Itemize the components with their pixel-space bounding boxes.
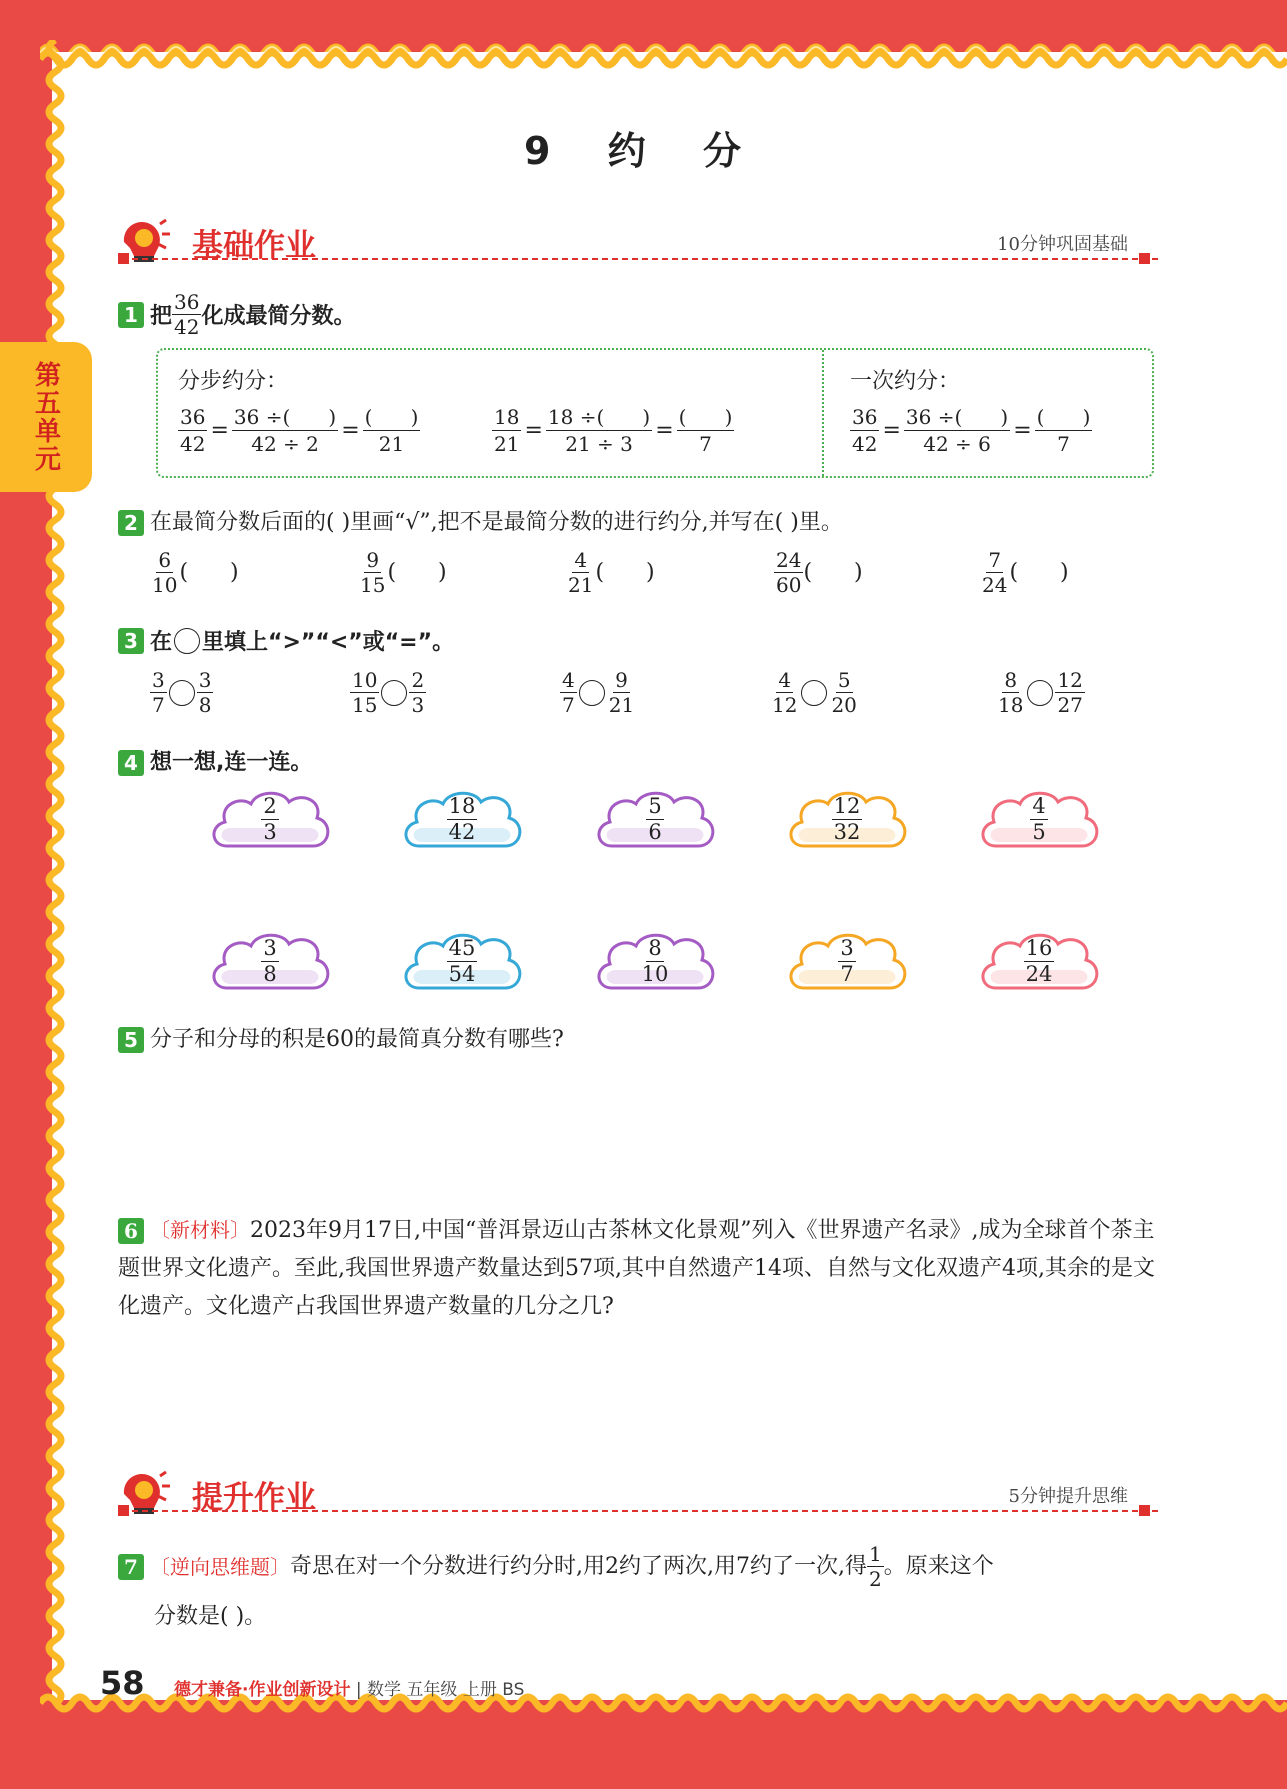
frac-denominator: 18 <box>998 693 1024 717</box>
section-divider <box>122 1510 1158 1512</box>
fraction <box>774 548 803 597</box>
frac-numerator: 6 <box>158 548 172 572</box>
answer-blank[interactable]: ( ) <box>1009 560 1069 585</box>
frac-denominator: 24 <box>982 573 1008 597</box>
fraction <box>850 404 879 457</box>
section-header-basic <box>118 214 1158 274</box>
fraction-cloud[interactable] <box>974 928 1104 1002</box>
question-number: 7 <box>118 1554 144 1580</box>
question-6-text: 2023年9月17日,中国“普洱景迈山古茶林文化景观”列入《世界遗产名录》,成为全球首个茶主题世界文化遗产。至此,我国世界遗产数量达到57项,其中自然遗产14项、自然与文化双遗产4项,其余的是文化遗产。文化遗产占我国世界遗产数量的几分之几? <box>118 1218 1155 1319</box>
question-number: 2 <box>118 510 144 536</box>
fraction <box>590 794 720 845</box>
frac-numerator: 24 <box>776 548 802 572</box>
frac-numerator: 9 <box>615 668 628 692</box>
fraction <box>150 548 179 597</box>
compare-circle <box>174 628 200 654</box>
fraction <box>178 404 207 457</box>
unit-side-tab-label: 第五单元 <box>30 361 61 473</box>
frac-denominator: 3 <box>411 693 425 717</box>
frac-denominator: 15 <box>352 693 378 717</box>
equals-sign: = <box>1013 418 1032 443</box>
fraction <box>607 668 636 717</box>
frac-denominator: 60 <box>776 573 802 597</box>
page-number: 58 <box>100 1664 145 1702</box>
fraction-cloud[interactable] <box>397 928 527 1002</box>
reduction-work-box <box>156 348 1154 478</box>
page-title: 9 约 分 <box>524 129 763 173</box>
section-label: 基础作业 <box>192 228 316 264</box>
book-brand: 德才兼备·作业创新设计 <box>174 1680 351 1700</box>
compare-circle[interactable] <box>381 680 407 706</box>
fraction <box>205 936 335 987</box>
fraction <box>350 668 379 717</box>
divider-end-left <box>118 253 129 264</box>
fraction <box>904 404 1010 457</box>
frac-denominator: 12 <box>772 693 798 717</box>
divider-end-right <box>1139 253 1150 264</box>
equals-sign: = <box>210 418 229 443</box>
fraction <box>197 668 214 717</box>
fraction-item <box>566 548 655 597</box>
question-5 <box>118 1022 564 1053</box>
frac-numerator: 36 <box>852 405 878 429</box>
frac-numerator: 4 <box>562 668 575 692</box>
frac-numerator: 18 <box>494 405 520 429</box>
question-3-items <box>150 668 1150 728</box>
equation-one-step <box>850 404 1092 457</box>
question-5-text: 分子和分母的积是60的最简真分数有哪些? <box>150 1027 564 1052</box>
compare-circle[interactable] <box>1027 680 1053 706</box>
equals-sign: = <box>524 418 543 443</box>
frac-denominator: 7 <box>699 432 712 456</box>
frac-numerator: 12 <box>1057 668 1083 692</box>
fraction <box>590 936 720 987</box>
frac-numerator: 2 <box>261 794 278 820</box>
frac-numerator: 36 <box>174 290 200 314</box>
fraction-cloud[interactable] <box>205 786 335 860</box>
fraction <box>205 794 335 845</box>
question-1-suffix: 化成最简分数。 <box>201 304 356 329</box>
answer-blank[interactable]: ( ) <box>678 405 733 429</box>
frac-numerator: 5 <box>646 794 663 820</box>
new-material-tag: 〔新材料〕 <box>150 1218 250 1242</box>
frac-denominator: 6 <box>648 820 662 845</box>
unit-side-tab <box>0 342 92 492</box>
answer-blank[interactable]: ( ) <box>595 560 655 585</box>
fraction-cloud[interactable] <box>782 786 912 860</box>
fraction <box>1055 668 1084 717</box>
fraction <box>363 404 421 457</box>
comparison-item <box>560 668 636 717</box>
section-subtitle: 10分钟巩固基础 <box>997 234 1128 255</box>
fraction <box>397 936 527 987</box>
frac-numerator[interactable]: 18 ÷( ) <box>547 405 651 429</box>
frac-denominator: 7 <box>152 693 165 717</box>
frac-numerator: 36 <box>180 405 206 429</box>
section-divider <box>122 258 1158 260</box>
box-divider <box>822 350 824 476</box>
fraction <box>1035 404 1093 457</box>
fraction-cloud[interactable] <box>397 786 527 860</box>
section-subtitle: 5分钟提升思维 <box>1008 1486 1128 1507</box>
question-number: 3 <box>118 628 144 654</box>
comparison-item <box>350 668 426 717</box>
question-7-answer-line[interactable]: 分数是( )。 <box>154 1604 267 1629</box>
frac-denominator: 8 <box>263 962 277 987</box>
frac-denominator: 21 <box>378 432 405 456</box>
frac-denominator: 20 <box>831 693 857 717</box>
fraction-item <box>980 548 1069 597</box>
frac-numerator: 8 <box>646 936 663 962</box>
frac-denominator: 42 ÷ 2 <box>251 432 319 456</box>
fraction <box>677 404 735 457</box>
fraction <box>546 404 652 457</box>
frac-denominator: 42 <box>852 432 878 456</box>
question-number: 1 <box>118 302 144 328</box>
question-7-text-a: 奇思在对一个分数进行约分时,用2约了两次,用7约了一次,得 <box>290 1553 867 1579</box>
frac-denominator: 42 <box>180 432 206 456</box>
question-1-prefix: 把 <box>150 304 173 329</box>
equals-sign: = <box>655 418 674 443</box>
question-7-text-b: 。原来这个 <box>883 1553 994 1579</box>
frac-numerator: 8 <box>1004 668 1018 692</box>
frac-denominator: 54 <box>448 962 476 987</box>
equation-stepwise-1 <box>178 404 420 457</box>
decorative-border-left <box>40 40 70 1710</box>
comparison-item <box>996 668 1085 717</box>
fraction <box>397 794 527 845</box>
frac-denominator: 3 <box>263 820 277 845</box>
frac-denominator: 7 <box>1057 432 1070 456</box>
fraction <box>492 404 521 457</box>
fraction-cloud[interactable] <box>205 928 335 1002</box>
frac-numerator: 4 <box>574 548 588 572</box>
fraction <box>566 548 595 597</box>
question-2-items <box>150 548 1150 608</box>
frac-numerator[interactable]: 36 ÷( ) <box>233 405 337 429</box>
compare-circle[interactable] <box>169 680 195 706</box>
fraction-item <box>150 548 239 597</box>
frac-numerator: 3 <box>838 936 855 962</box>
fraction <box>782 936 912 987</box>
question-3-text-b: 里填上“>”“<”或“=”。 <box>202 630 455 655</box>
footer-info <box>174 1675 524 1700</box>
fraction <box>358 548 387 597</box>
frac-numerator: 7 <box>988 548 1002 572</box>
question-3-text-a: 在 <box>150 630 173 655</box>
question-6 <box>118 1211 1163 1326</box>
fraction <box>974 794 1104 845</box>
frac-numerator: 9 <box>366 548 380 572</box>
question-number: 5 <box>118 1027 144 1053</box>
fraction-cloud[interactable] <box>590 928 720 1002</box>
frac-numerator: 45 <box>447 936 478 962</box>
section-label: 提升作业 <box>192 1480 316 1516</box>
divider-end-left <box>118 1505 129 1516</box>
frac-numerator: 5 <box>837 668 851 692</box>
answer-blank[interactable]: ( ) <box>1036 405 1091 429</box>
question-2 <box>118 505 843 536</box>
decorative-border-top-overlay <box>40 44 1287 74</box>
frac-denominator: 21 <box>494 432 520 456</box>
section-header-advanced <box>118 1466 1158 1526</box>
fraction-cloud[interactable] <box>590 786 720 860</box>
question-number: 4 <box>118 750 144 776</box>
question-number: 6 <box>118 1218 144 1244</box>
frac-denominator: 10 <box>641 962 669 987</box>
frac-numerator: 4 <box>1030 794 1047 820</box>
question-7 <box>118 1542 1163 1591</box>
frac-denominator: 21 ÷ 3 <box>565 432 633 456</box>
one-step-heading: 一次约分： <box>850 369 961 394</box>
question-4 <box>118 745 312 776</box>
frac-denominator: 42 ÷ 6 <box>923 432 991 456</box>
comparison-item <box>150 668 213 717</box>
book-meta: | 数学 五年级 上册 BS <box>355 1680 525 1700</box>
frac-numerator: 16 <box>1024 936 1055 962</box>
fraction-cloud[interactable] <box>974 786 1104 860</box>
frac-numerator: 4 <box>778 668 792 692</box>
frac-numerator: 2 <box>411 668 425 692</box>
frac-denominator: 10 <box>152 573 178 597</box>
equals-sign: = <box>341 418 360 443</box>
answer-blank[interactable]: ( ) <box>179 560 239 585</box>
fraction-item <box>358 548 447 597</box>
frac-denominator: 8 <box>198 693 212 717</box>
question-1 <box>118 290 355 339</box>
comparison-item <box>770 668 859 717</box>
frac-numerator[interactable]: 36 ÷( ) <box>905 405 1009 429</box>
frac-denominator: 2 <box>868 1567 882 1591</box>
compare-circle[interactable] <box>801 680 827 706</box>
frac-denominator: 7 <box>840 962 854 987</box>
frac-denominator: 42 <box>448 820 476 845</box>
question-2-text: 在最简分数后面的( )里画“√”,把不是最简分数的进行约分,并写在( )里。 <box>150 510 843 535</box>
fraction <box>409 668 426 717</box>
frac-denominator: 24 <box>1025 962 1053 987</box>
frac-denominator: 42 <box>174 315 200 339</box>
fraction-cloud[interactable] <box>782 928 912 1002</box>
fraction <box>980 548 1009 597</box>
divider-end-right <box>1139 1505 1150 1516</box>
fraction <box>996 668 1025 717</box>
equation-stepwise-2 <box>492 404 734 457</box>
frac-numerator: 18 <box>447 794 478 820</box>
frac-denominator: 7 <box>562 693 575 717</box>
equals-sign: = <box>882 418 901 443</box>
fraction <box>172 290 201 339</box>
frac-denominator: 21 <box>568 573 594 597</box>
reverse-thinking-tag: 〔逆向思维题〕 <box>150 1554 290 1579</box>
frac-numerator: 12 <box>832 794 863 820</box>
compare-circle[interactable] <box>579 680 605 706</box>
question-3 <box>118 625 454 656</box>
fraction <box>829 668 858 717</box>
frac-denominator: 5 <box>1032 820 1046 845</box>
fraction <box>560 668 577 717</box>
question-4-text: 想一想,连一连。 <box>150 750 313 775</box>
stepwise-heading: 分步约分： <box>178 369 289 394</box>
frac-denominator: 15 <box>360 573 386 597</box>
frac-numerator: 3 <box>152 668 165 692</box>
fraction <box>974 936 1104 987</box>
frac-denominator: 21 <box>608 693 635 717</box>
fraction <box>782 794 912 845</box>
answer-blank[interactable]: ( ) <box>387 560 447 585</box>
frac-numerator: 3 <box>198 668 212 692</box>
fraction <box>770 668 799 717</box>
answer-blank[interactable]: ( ) <box>803 560 863 585</box>
frac-numerator: 1 <box>868 1542 882 1566</box>
frac-denominator: 32 <box>833 820 861 845</box>
fraction-item <box>774 548 863 597</box>
answer-blank[interactable]: ( ) <box>364 405 419 429</box>
frac-numerator: 10 <box>352 668 378 692</box>
fraction <box>867 1542 884 1591</box>
frac-numerator: 3 <box>261 936 278 962</box>
fraction <box>150 668 167 717</box>
fraction <box>232 404 338 457</box>
frac-denominator: 27 <box>1057 693 1083 717</box>
